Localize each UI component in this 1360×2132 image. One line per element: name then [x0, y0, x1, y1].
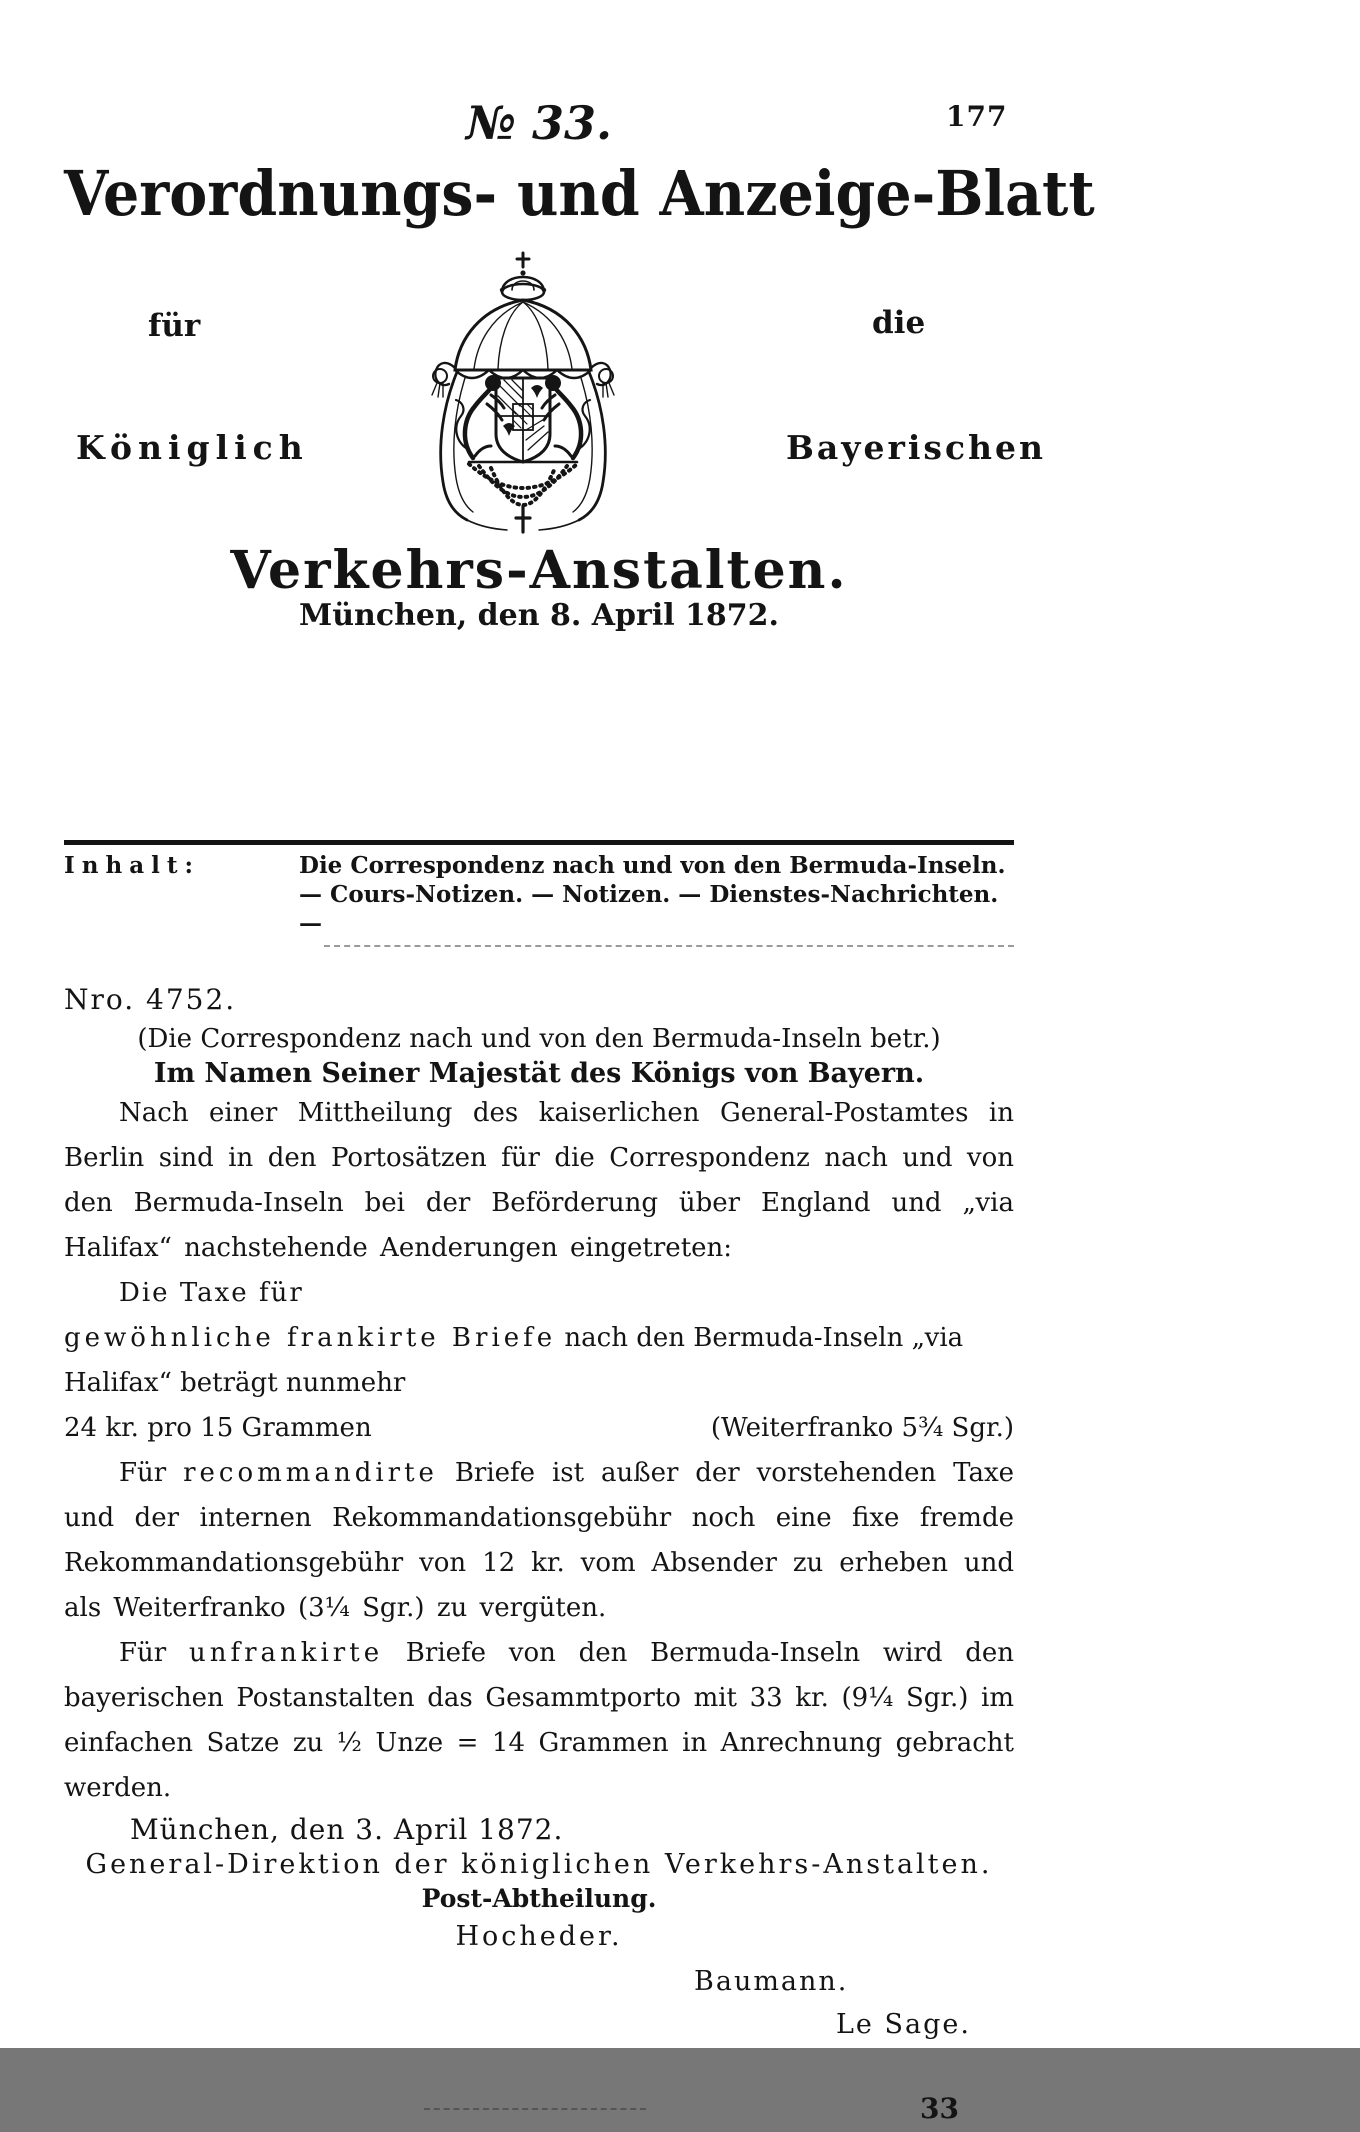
masthead-word-fuer: für — [148, 308, 201, 344]
footer-row — [64, 2092, 1014, 2132]
masthead-subtitle: Verkehrs-Anstalten. — [230, 540, 848, 601]
masthead-title: Verordnungs- und Anzeige-Blatt — [64, 158, 1095, 231]
sheet-number: 33 — [920, 2092, 959, 2125]
tax-rate: 24 kr. pro 15 Grammen — [64, 1413, 372, 1443]
tax-rate-row — [64, 1406, 1014, 1451]
closing-dateline: München, den 3. April 1872. — [130, 1813, 564, 1846]
paragraph-recommandirte: Für recommandirte Briefe ist außer der vorstehenden Taxe und der internen Rekommandationsgebühr noch eine fixe fremde Rekommandationsgebühr von 12 kr. vom Absender zu erheben und als Weiterfranko (3¼ Sgr.) zu vergüten. — [64, 1458, 1014, 1623]
bavarian-coat-of-arms-icon — [398, 250, 648, 550]
toc-items: Die Correspondenz nach und von den Bermuda-Inseln. — Cours-Notizen. — Notizen. — Dienstes-Nachrichten. — — [299, 852, 1006, 937]
footer-rule — [424, 2108, 646, 2110]
signature-department: Post-Abtheilung. — [421, 1884, 657, 1913]
tax-lead-line: Die Taxe für — [119, 1278, 304, 1308]
unfrankirte-emphasis: unfrankirte — [188, 1638, 384, 1668]
issue-number: № 33. — [465, 96, 613, 150]
masthead-dateline: München, den 8. April 1872. — [298, 598, 779, 633]
signature-organization: General-Direktion der königlichen Verkehrs-Anstalten. — [85, 1849, 993, 1880]
masthead-word-koeniglich: Königlich — [76, 428, 309, 467]
toc-label: Inhalt: — [64, 852, 200, 879]
signature-hocheder: Hocheder. — [455, 1921, 623, 1952]
masthead-word-bayerischen: Bayerischen — [786, 428, 1047, 467]
tax-description-line: gewöhnliche frankirte Briefe nach den Bermuda-Inseln „via Halifax“ beträgt nunmehr — [64, 1323, 964, 1398]
article-body — [64, 840, 1014, 2132]
toc-rule — [324, 945, 1014, 947]
table-of-contents — [64, 851, 1014, 938]
tax-weiterfranko-note: (Weiterfranko 5¾ Sgr.) — [710, 1413, 1014, 1443]
article-number: Nro. 4752. — [64, 983, 237, 1016]
top-rule — [64, 840, 1014, 845]
article-subject: (Die Correspondenz nach und von den Bermuda-Inseln betr.) — [137, 1024, 941, 1054]
paragraph-unfrankirte: Für unfrankirte Briefe von den Bermuda-Inseln wird den bayerischen Postanstalten das Gesammtporto mit 33 kr. (9¼ Sgr.) im einfachen Satze zu ½ Unze = 14 Grammen in Anrechnung gebracht werden. — [64, 1638, 1015, 1803]
recommandirte-emphasis: recommandirte — [183, 1458, 438, 1488]
signature-lesage: Le Sage. — [836, 2009, 971, 2040]
page-number: 177 — [946, 100, 1008, 133]
paragraph-intro: Nach einer Mittheilung des kaiserlichen General-Postamtes in Berlin sind in den Portosätzen für die Correspondenz nach und von den Bermuda-Inseln bei der Beförderung über England und „via Halifax“ nachstehende Aenderungen eingetreten: — [64, 1098, 1014, 1263]
signature-baumann: Baumann. — [694, 1966, 849, 1997]
royal-invocation: Im Namen Seiner Majestät des Königs von Bayern. — [153, 1058, 925, 1089]
masthead-word-die: die — [872, 305, 926, 341]
tax-emphasis: gewöhnliche frankirte Briefe — [64, 1323, 557, 1353]
